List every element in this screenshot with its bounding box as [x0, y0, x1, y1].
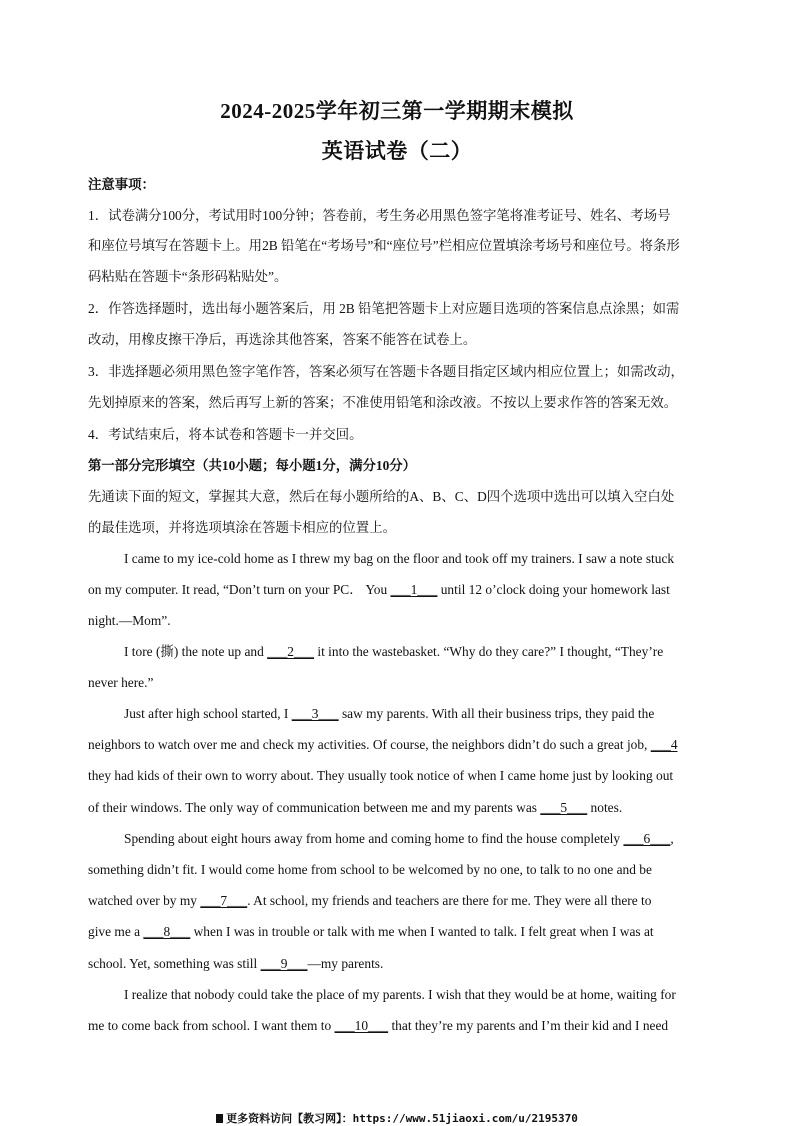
passage-text: I realize that nobody could take the place of my parents. I wish that they would be at home, waiting for: [124, 987, 676, 1002]
footer-text[interactable]: 更多资料访问【教习网】：https://www.51jiaoxi.com/u/2195370: [226, 1112, 578, 1125]
passage-text: school. Yet, something was still: [88, 956, 261, 971]
blank-5: ___5___: [540, 800, 588, 815]
passage-line: [88, 612, 708, 630]
section-instructions: 先通读下面的短文，掌握其大意，然后在每小题所给的A、B、C、D四个选项中选出可以填入空白处: [88, 489, 675, 504]
passage-line: [88, 861, 708, 879]
blank-8: ___8___: [143, 924, 191, 939]
passage-text: —my parents.: [307, 956, 384, 971]
passage-text: something didn’t fit. I would come home from school to be welcomed by no one, to talk to no one and be: [88, 862, 652, 877]
passage-text: it into the wastebasket. “Why do they care?” I thought, “They’re: [314, 644, 664, 659]
passage-text: night.—Mom”.: [88, 613, 171, 628]
blank-3: ___3___: [291, 706, 339, 721]
exam-title: 2024-2025学年初三第一学期期末模拟: [220, 99, 574, 123]
flag-icon: [216, 1114, 223, 1123]
passage-text: that they’re my parents and I’m their kid and I need: [388, 1018, 669, 1033]
passage-text: notes.: [587, 800, 623, 815]
passage-text: until 12 o’clock doing your homework last: [437, 582, 670, 597]
notice-line: 和座位号填写在答题卡上。用2B 铅笔在“考场号”和“座位号”栏相应位置填涂考场号和座位号。将条形: [88, 238, 680, 253]
passage-line: [88, 892, 708, 910]
passage-line: [124, 705, 708, 723]
passage-line: [124, 550, 708, 568]
passage-line: [88, 736, 708, 754]
section-heading: 第一部分完形填空（共10小题；每小题1分，满分10分）: [88, 458, 417, 473]
passage-text: . At school, my friends and teachers are there for me. They were all there to: [247, 893, 652, 908]
passage-text: on my computer. It read, “Don’t turn on your PC． You: [88, 582, 391, 597]
blank-9: ___9___: [260, 956, 308, 971]
passage-line: [88, 955, 708, 973]
passage-text: I tore (撕) the note up and: [124, 644, 268, 659]
notice-line: 先划掉原来的答案，然后再写上新的答案；不准使用铅笔和涂改液。不按以上要求作答的答案无效。: [88, 395, 678, 410]
passage-text: never here.”: [88, 675, 154, 690]
passage-text: watched over by my: [88, 893, 201, 908]
passage-line: [88, 1017, 708, 1035]
notice-line: 1．试卷满分100分，考试用时100分钟；答卷前，考生务必用黑色签字笔将准考证号、姓名、考场号: [88, 208, 671, 223]
blank-6: ___6___: [623, 831, 671, 846]
exam-subtitle: 英语试卷（二）: [321, 139, 473, 163]
blank-4: ___4: [650, 737, 678, 752]
passage-text: neighbors to watch over me and check my activities. Of course, the neighbors didn’t do such a great job,: [88, 737, 651, 752]
blank-2: ___2___: [267, 644, 315, 659]
passage-line: [88, 674, 708, 692]
blank-1: ___1___: [390, 582, 438, 597]
passage-text: when I was in trouble or talk with me when I wanted to talk. I felt great when I was at: [190, 924, 654, 939]
section-instructions: 的最佳选项，并将选项填涂在答题卡相应的位置上。: [88, 520, 396, 535]
passage-text: Just after high school started, I: [124, 706, 292, 721]
passage-line: [88, 799, 708, 817]
passage-text: give me a: [88, 924, 144, 939]
passage-text: they had kids of their own to worry about. They usually took notice of when I came home just by looking out: [88, 768, 674, 783]
notice-line: 2．作答选择题时，选出每小题答案后，用 2B 铅笔把答题卡上对应题目选项的答案信息点涂黑；如需: [88, 301, 680, 316]
blank-7: ___7___: [200, 893, 248, 908]
notice-line: 3．非选择题必须用黑色签字笔作答，答案必须写在答题卡各题目指定区域内相应位置上；如需改动，: [88, 364, 684, 379]
passage-text: of their windows. The only way of communication between me and my parents was: [88, 800, 541, 815]
passage-line: [88, 581, 708, 599]
passage-text: ,: [670, 831, 674, 846]
passage-text: Spending about eight hours away from home and coming home to find the house completely: [124, 831, 624, 846]
passage-line: [124, 830, 708, 848]
blank-10: ___10___: [334, 1018, 389, 1033]
passage-line: [124, 643, 708, 661]
passage-text: I came to my ice-cold home as I threw my bag on the floor and took off my trainers. I saw a note stuck: [124, 551, 675, 566]
notice-heading: 注意事项：: [88, 177, 155, 192]
passage-text: saw my parents. With all their business trips, they paid the: [338, 706, 655, 721]
passage-line: [88, 923, 708, 941]
notice-line: 码粘贴在答题卡“条形码粘贴处”。: [88, 269, 288, 284]
notice-line: 4．考试结束后，将本试卷和答题卡一并交回。: [88, 427, 363, 442]
notice-line: 改动，用橡皮擦干净后，再选涂其他答案，答案不能答在试卷上。: [88, 332, 477, 347]
passage-line: [124, 986, 708, 1004]
passage-line: [88, 767, 708, 785]
passage-text: me to come back from school. I want them to: [88, 1018, 335, 1033]
